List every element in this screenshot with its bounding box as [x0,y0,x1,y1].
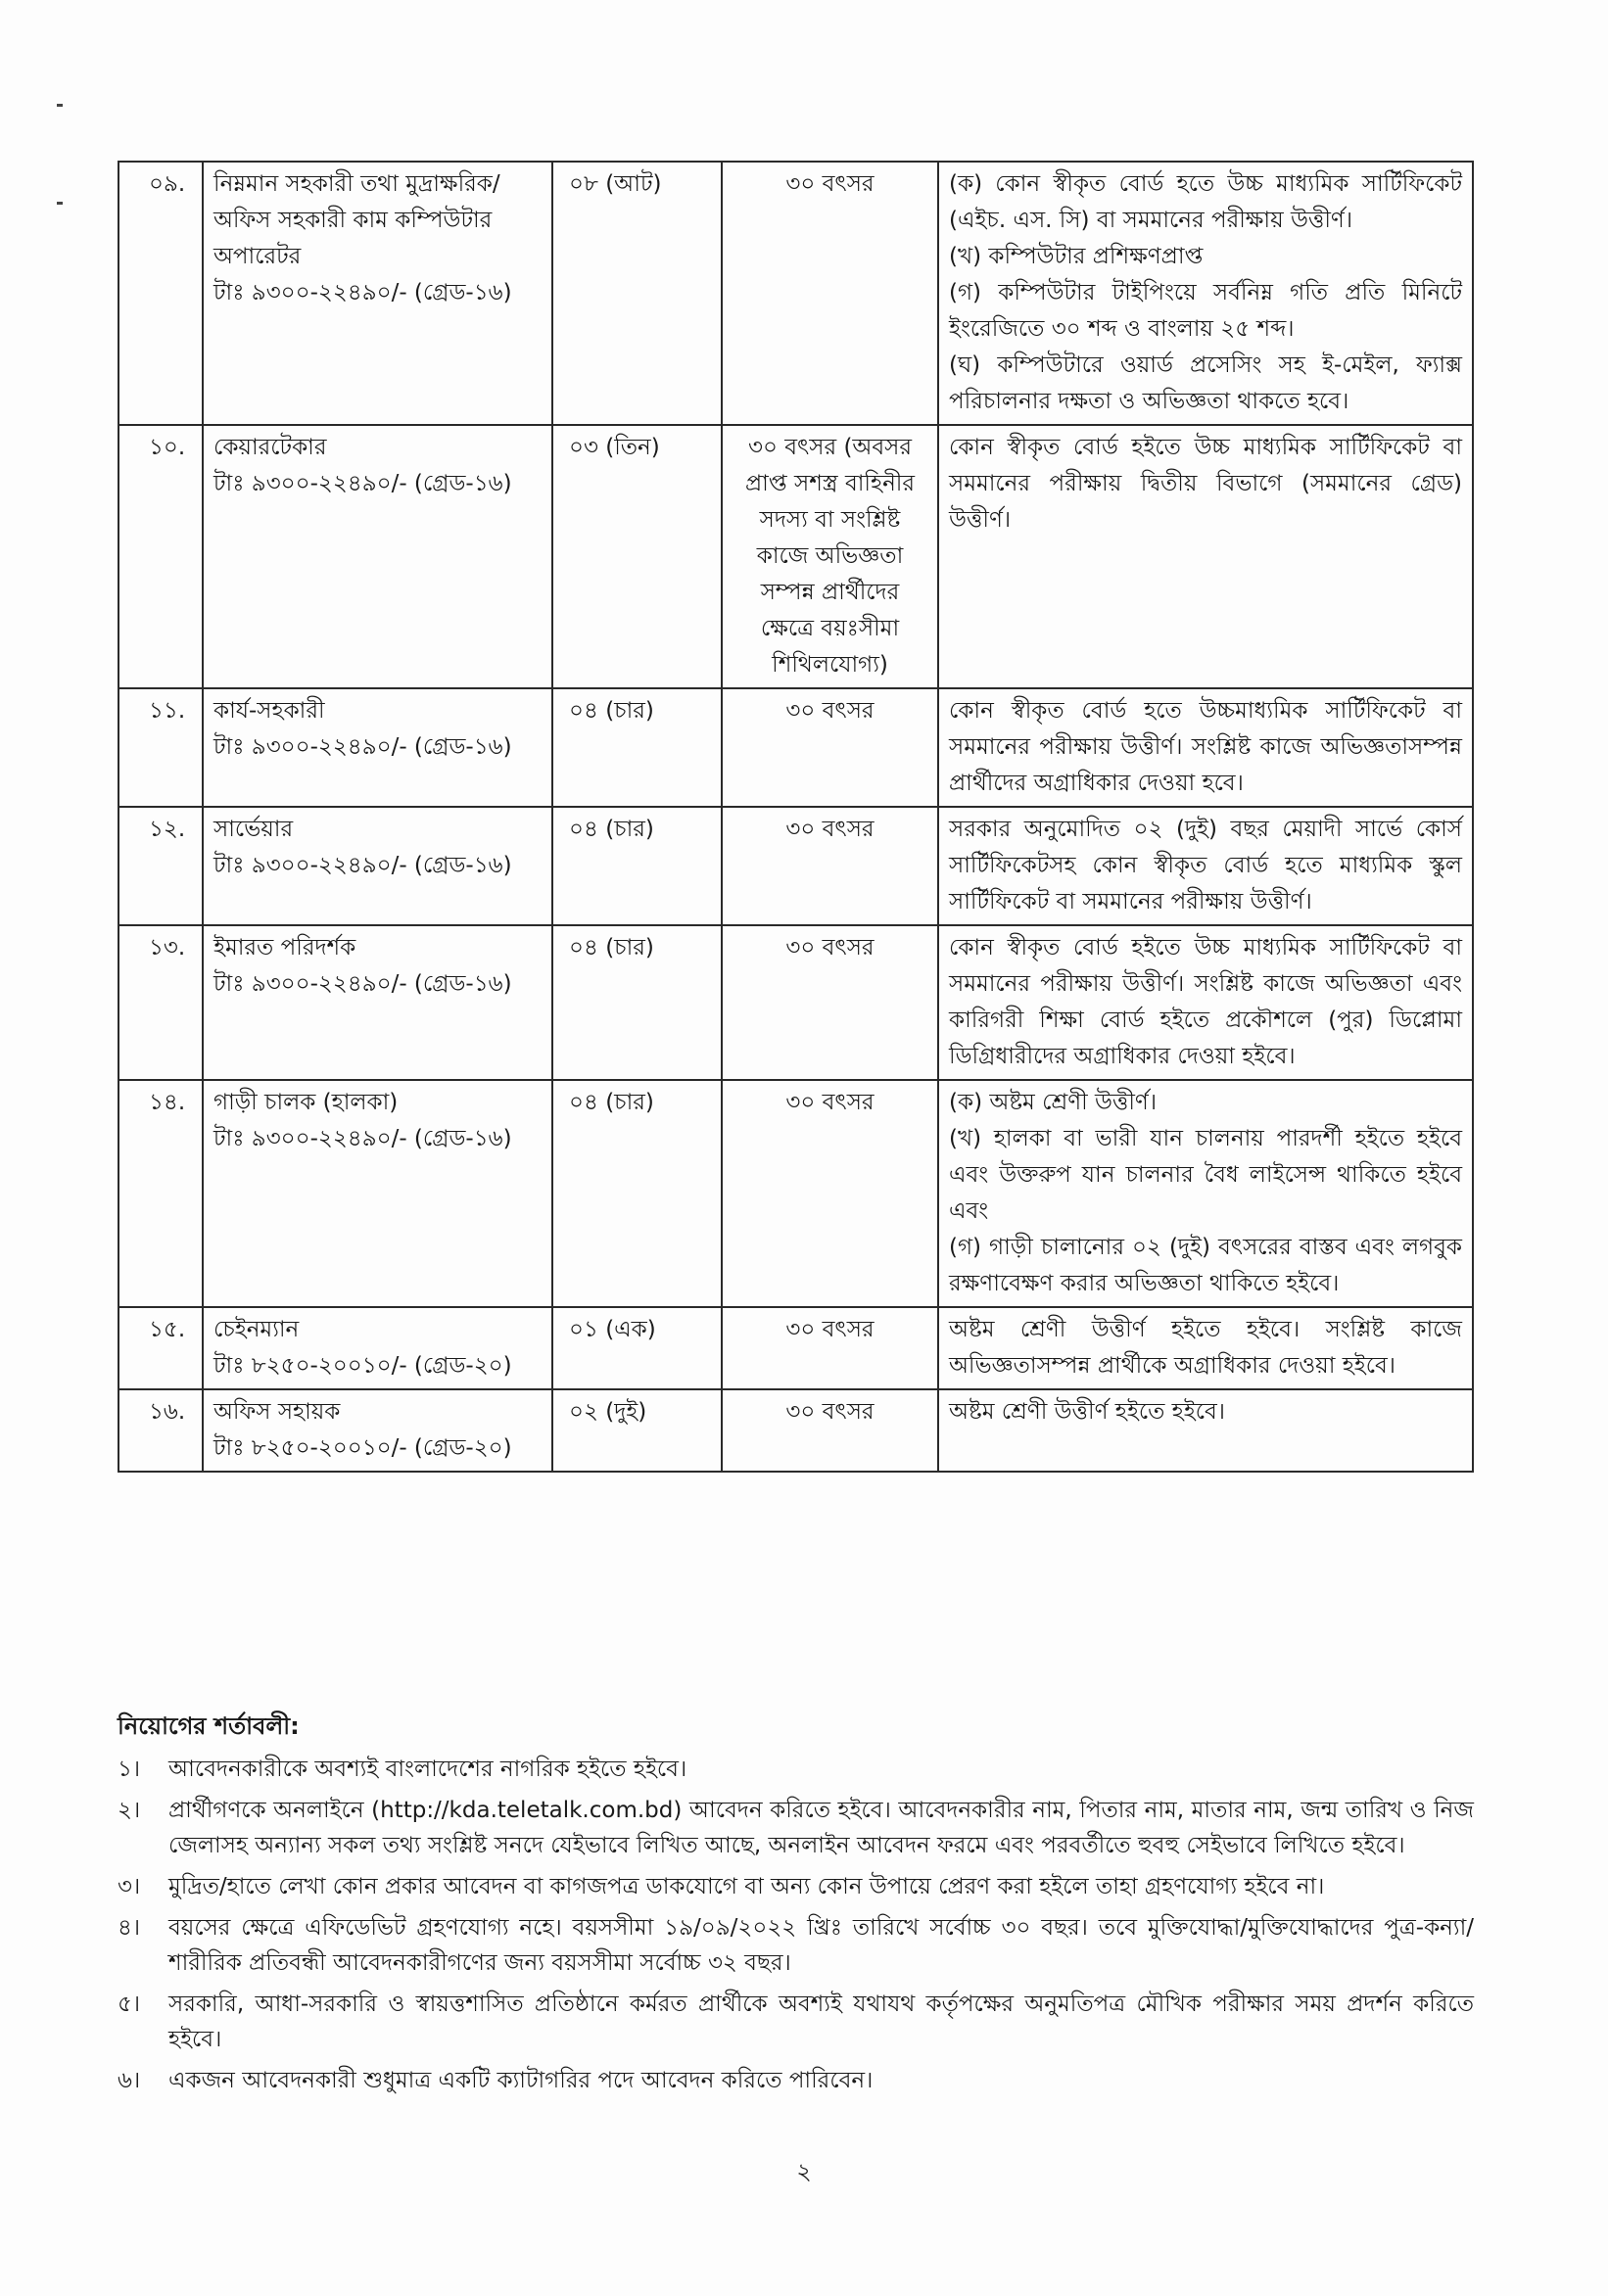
term-number: ৬। [118,2068,141,2093]
qualification-cell [938,1080,1473,1307]
post-cell [203,1080,552,1307]
term-number: ৩। [118,1874,141,1899]
term-item [118,1987,1474,2057]
term-item [118,1869,1474,1904]
term-item [118,1793,1474,1863]
table-row [118,925,1473,1080]
table-row [118,425,1473,688]
post-name: অফিস সহায়ক [213,1399,341,1425]
pay-scale: টাঃ ৯৩০০-২২৪৯০/- (গ্রেড-১৬) [213,280,512,305]
pay-scale: টাঃ ৯৩০০-২২৪৯০/- (গ্রেড-১৬) [213,853,512,878]
post-name: কেয়ারটেকার [213,435,327,460]
vacancy-count-cell: ০১ (এক) [552,1307,722,1389]
posts-table [118,161,1474,1473]
term-number: ৫। [118,1991,141,2017]
post-cell [203,1389,552,1472]
term-number: ১। [118,1757,141,1782]
vacancy-count-cell: ০৪ (চার) [552,688,722,807]
qualification-cell [938,688,1473,807]
serial-cell: ১৩. [118,925,203,1080]
pay-scale: টাঃ ৯৩০০-২২৪৯০/- (গ্রেড-১৬) [213,1126,512,1151]
qualification-cell [938,1307,1473,1389]
vacancy-count-cell: ০৩ (তিন) [552,425,722,688]
qualification-line: অষ্টম শ্রেণী উত্তীর্ণ হইতে হইবে। [949,1399,1225,1425]
term-number: ৪। [118,1915,141,1941]
term-item [118,1752,1474,1787]
qualification-cell [938,807,1473,925]
table-row [118,1307,1473,1389]
serial-cell: ১৫. [118,1307,203,1389]
term-item [118,2063,1474,2098]
terms-heading: নিয়োগের শর্তাবলী: [118,1712,300,1740]
age-limit-cell: ৩০ বৎসর [722,1389,938,1472]
qualification-cell [938,925,1473,1080]
table-row [118,162,1473,425]
table-row [118,807,1473,925]
term-number: ২। [118,1798,141,1823]
age-limit-cell: ৩০ বৎসর [722,1080,938,1307]
pay-scale: টাঃ ৮২৫০-২০০১০/- (গ্রেড-২০) [213,1435,512,1461]
vacancy-count-cell: ০৪ (চার) [552,1080,722,1307]
post-cell [203,688,552,807]
qualification-cell [938,162,1473,425]
age-limit-cell: ৩০ বৎসর [722,688,938,807]
qualification-line: কোন স্বীকৃত বোর্ড হইতে উচ্চ মাধ্যমিক সার্টিফিকেট বা সমমানের পরীক্ষায় উত্তীর্ণ। সংশ্লিষ্ট কাজে অভিজ্ঞতা এবং কারিগরী শিক্ষা বোর্ড হইতে প্রকৌশলে (পুর) ডিপ্লোমা ডিগ্রিধারীদের অগ্রাধিকার দেওয়া হইবে। [949,935,1462,1069]
post-cell [203,807,552,925]
qualification-line: (গ) গাড়ী চালানোর ০২ (দুই) বৎসরের বাস্তব এবং লগবুক রক্ষণাবেক্ষণ করার অভিজ্ঞতা থাকিতে হইবে। [949,1235,1462,1296]
serial-cell: ০৯. [118,162,203,425]
serial-cell: ১১. [118,688,203,807]
posts-table-body [118,162,1473,1472]
post-cell [203,162,552,425]
qualification-line: (খ) কম্পিউটার প্রশিক্ষণপ্রাপ্ত [949,244,1204,269]
terms-list [118,1752,1474,2098]
term-text: আবেদনকারীকে অবশ্যই বাংলাদেশের নাগরিক হইতে হইবে। [168,1757,687,1782]
table-row [118,1080,1473,1307]
pay-scale: টাঃ ৮২৫০-২০০১০/- (গ্রেড-২০) [213,1353,512,1379]
serial-cell: ১৬. [118,1389,203,1472]
pay-scale: টাঃ ৯৩০০-২২৪৯০/- (গ্রেড-১৬) [213,471,512,496]
qualification-cell [938,425,1473,688]
term-text: একজন আবেদনকারী শুধুমাত্র একটি ক্যাটাগরির পদে আবেদন করিতে পারিবেন। [168,2068,874,2093]
age-limit-cell: ৩০ বৎসর [722,807,938,925]
term-text: বয়সের ক্ষেত্রে এফিডেভিট গ্রহণযোগ্য নহে। বয়সসীমা ১৯/০৯/২০২২ খ্রিঃ তারিখে সর্বোচ্চ ৩০ বছর। তবে মুক্তিযোদ্ধা/মুক্তিযোদ্ধাদের পুত্র-কন্যা/শারীরিক প্রতিবন্ধী আবেদনকারীগণের জন্য বয়সসীমা সর্বোচ্চ ৩২ বছর। [168,1915,1474,1976]
age-limit-cell: ৩০ বৎসর (অবসর প্রাপ্ত সশস্ত্র বাহিনীর সদস্য বা সংশ্লিষ্ট কাজে অভিজ্ঞতা সম্পন্ন প্রার্থীদের ক্ষেত্রে বয়ঃসীমা শিথিলযোগ্য) [722,425,938,688]
page-number: ২ [796,2158,812,2185]
qualification-line: কোন স্বীকৃত বোর্ড হতে উচ্চমাধ্যমিক সার্টিফিকেট বা সমমানের পরীক্ষায় উত্তীর্ণ। সংশ্লিষ্ট কাজে অভিজ্ঞতাসম্পন্ন প্রার্থীদের অগ্রাধিকার দেওয়া হবে। [949,698,1462,796]
age-limit-cell: ৩০ বৎসর [722,162,938,425]
post-name: নিম্নমান সহকারী তথা মুদ্রাক্ষরিক/অফিস সহকারী কাম কম্পিউটার অপারেটর [213,171,500,269]
qualification-line: (ক) কোন স্বীকৃত বোর্ড হতে উচ্চ মাধ্যমিক সার্টিফিকেট (এইচ. এস. সি) বা সমমানের পরীক্ষায় উত্তীর্ণ। [949,171,1462,233]
vacancy-count-cell: ০৪ (চার) [552,807,722,925]
serial-cell: ১২. [118,807,203,925]
pay-scale: টাঃ ৯৩০০-২২৪৯০/- (গ্রেড-১৬) [213,734,512,760]
qualification-line: কোন স্বীকৃত বোর্ড হইতে উচ্চ মাধ্যমিক সার্টিফিকেট বা সমমানের পরীক্ষায় দ্বিতীয় বিভাগে (সমমানের গ্রেড) উত্তীর্ণ। [949,435,1462,533]
post-name: সার্ভেয়ার [213,817,294,842]
qualification-line: (ক) অষ্টম শ্রেণী উত্তীর্ণ। [949,1090,1158,1115]
scan-mark [57,104,63,107]
qualification-line: (ঘ) কম্পিউটারে ওয়ার্ড প্রসেসিং সহ ই-মেইল, ফ্যাক্স পরিচালনার দক্ষতা ও অভিজ্ঞতা থাকতে হবে। [949,352,1462,414]
scan-mark [57,202,63,205]
post-name: গাড়ী চালক (হালকা) [213,1090,399,1115]
vacancy-count-cell: ০২ (দুই) [552,1389,722,1472]
post-name: কার্য-সহকারী [213,698,325,724]
table-row [118,688,1473,807]
terms-section [118,1709,1474,2104]
age-limit-cell: ৩০ বৎসর [722,925,938,1080]
qualification-line: (গ) কম্পিউটার টাইপিংয়ে সর্বনিম্ন গতি প্রতি মিনিটে ইংরেজিতে ৩০ শব্দ ও বাংলায় ২৫ শব্দ। [949,280,1462,342]
vacancy-count-cell: ০৪ (চার) [552,925,722,1080]
term-item [118,1910,1474,1981]
qualification-line: (খ) হালকা বা ভারী যান চালনায় পারদর্শী হইতে হইবে এবং উক্তরুপ যান চালনার বৈধ লাইসেন্স থাকিতে হইবে এবং [949,1126,1462,1224]
term-text: সরকারি, আধা-সরকারি ও স্বায়ত্তশাসিত প্রতিষ্ঠানে কর্মরত প্রার্থীকে অবশ্যই যথাযথ কর্তৃপক্ষের অনুমতিপত্র মৌখিক পরীক্ষার সময় প্রদর্শন করিতে হইবে। [168,1991,1474,2052]
table-row [118,1389,1473,1472]
post-name: ইমারত পরিদর্শক [213,935,356,961]
age-limit-cell: ৩০ বৎসর [722,1307,938,1389]
serial-cell: ১৪. [118,1080,203,1307]
serial-cell: ১০. [118,425,203,688]
term-text: মুদ্রিত/হাতে লেখা কোন প্রকার আবেদন বা কাগজপত্র ডাকযোগে বা অন্য কোন উপায়ে প্রেরণ করা হইলে তাহা গ্রহণযোগ্য হইবে না। [168,1874,1325,1899]
qualification-line: অষ্টম শ্রেণী উত্তীর্ণ হইতে হইবে। সংশ্লিষ্ট কাজে অভিজ্ঞতাসম্পন্ন প্রার্থীকে অগ্রাধিকার দেওয়া হইবে। [949,1317,1462,1379]
vacancy-count-cell: ০৮ (আট) [552,162,722,425]
post-cell [203,1307,552,1389]
qualification-line: সরকার অনুমোদিত ০২ (দুই) বছর মেয়াদী সার্ভে কোর্স সার্টিফিকেটসহ কোন স্বীকৃত বোর্ড হতে মাধ্যমিক স্কুল সার্টিফিকেট বা সমমানের পরীক্ষায় উত্তীর্ণ। [949,817,1462,914]
post-cell [203,925,552,1080]
post-name: চেইনম্যান [213,1317,300,1342]
post-cell [203,425,552,688]
pay-scale: টাঃ ৯৩০০-২২৪৯০/- (গ্রেড-১৬) [213,971,512,997]
qualification-cell [938,1389,1473,1472]
term-text: প্রার্থীগণকে অনলাইনে (http://kda.teletalk.com.bd) আবেদন করিতে হইবে। আবেদনকারীর নাম, পিতার নাম, মাতার নাম, জন্ম তারিখ ও নিজ জেলাসহ অন্যান্য সকল তথ্য সংশ্লিষ্ট সনদে যেইভাবে লিখিত আছে, অনলাইন আবেদন ফরমে এবং পরবর্তীতে হুবহু সেইভাবে লিখিতে হইবে। [168,1798,1474,1858]
